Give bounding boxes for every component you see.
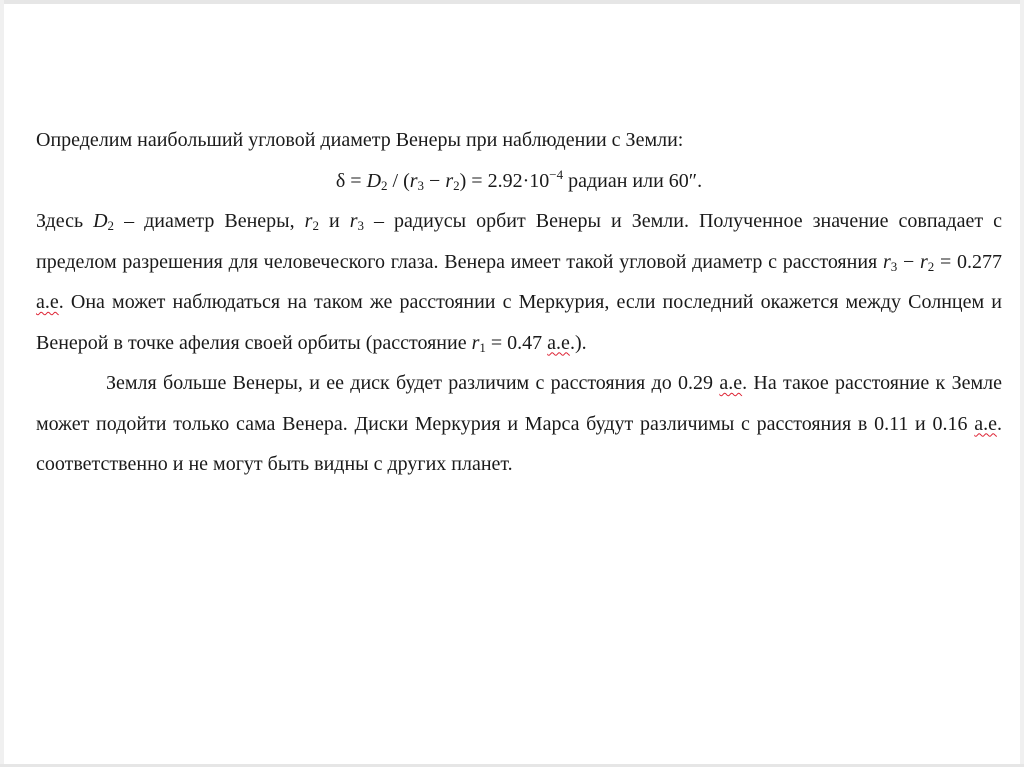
p2-text-1: Земля больше Венеры, и ее диск будет различим с расстояния до 0.29	[106, 372, 720, 394]
p1-r1-sub: 1	[479, 339, 486, 355]
p2-ae-1: а.е	[719, 372, 743, 394]
formula-r3-sub: 3	[417, 177, 425, 193]
p1-text-1: Здесь	[36, 210, 94, 232]
page-border-left	[0, 0, 4, 767]
p1-D: D	[93, 210, 108, 232]
p1-r3-sub: 3	[357, 218, 364, 233]
formula-line	[36, 161, 1002, 202]
p1-r2b-sub: 2	[927, 258, 935, 274]
p1-r3: r	[349, 210, 358, 232]
p1-text-5: −	[897, 250, 920, 273]
p1-text-9: .).	[569, 331, 587, 354]
formula-r3: r	[409, 169, 418, 192]
p1-r3b-sub: 3	[890, 258, 898, 274]
formula-r2: r	[445, 169, 454, 192]
p1-r2: r	[304, 210, 313, 232]
intro-text: Определим наибольший угловой диаметр Венеры при наблюдении с Земли:	[36, 129, 684, 151]
delta-symbol: δ	[335, 169, 346, 192]
p1-text-4: – радиусы орбит Венеры и Земли. Полученное значение совпадает с пределом разрешения для человеческого глаза. Венера имеет такой угловой диаметр с расстояния	[36, 210, 1003, 273]
p1-text-2: – диаметр Венеры,	[114, 210, 305, 232]
p1-r1: r	[471, 331, 480, 354]
p1-D-sub: 2	[107, 218, 115, 233]
formula-minus: −	[424, 169, 446, 192]
p1-text-3: и	[318, 210, 350, 232]
formula-D: D	[366, 169, 382, 192]
page-border-top	[0, 0, 1024, 4]
p1-r2-sub: 2	[312, 218, 319, 233]
p2-text-2: . На такое расстояние к Земле может подойти только сама Венера. Диски Меркурия и Марса будут различимы с расстояния в 0.11 и 0.16	[36, 372, 1002, 435]
formula-exponent: −4	[549, 166, 564, 182]
p1-text-8: = 0.47	[485, 331, 548, 354]
paragraph-1	[36, 201, 1002, 363]
intro-line	[36, 120, 1002, 161]
p1-text-6: = 0.277	[934, 250, 1002, 273]
formula-slash: / (	[387, 169, 410, 192]
p1-ae-1: а.е	[36, 291, 59, 313]
formula-eq: =	[345, 169, 367, 192]
formula-D-sub: 2	[381, 177, 388, 193]
paragraph-2	[36, 363, 1002, 485]
page-border-right	[1020, 0, 1024, 767]
p1-r3b: r	[882, 250, 891, 273]
p2-ae-2: а.е	[974, 412, 997, 435]
formula-result: ) = 2.92·10	[459, 169, 550, 192]
text-body	[36, 120, 1002, 485]
p1-ae-2: а.е	[547, 331, 570, 354]
formula-r2-sub: 2	[453, 177, 460, 193]
p2-text-3: . соответственно и не могут быть видны с других планет.	[36, 412, 1002, 475]
p1-r2b: r	[919, 250, 928, 273]
p1-text-7: . Она может наблюдаться на таком же расстоянии с Меркурия, если последний окажется между Солнцем и Венерой в точке афелия своей орбиты (расстояние	[36, 291, 1002, 354]
formula-tail: радиан или 60″.	[563, 169, 703, 192]
